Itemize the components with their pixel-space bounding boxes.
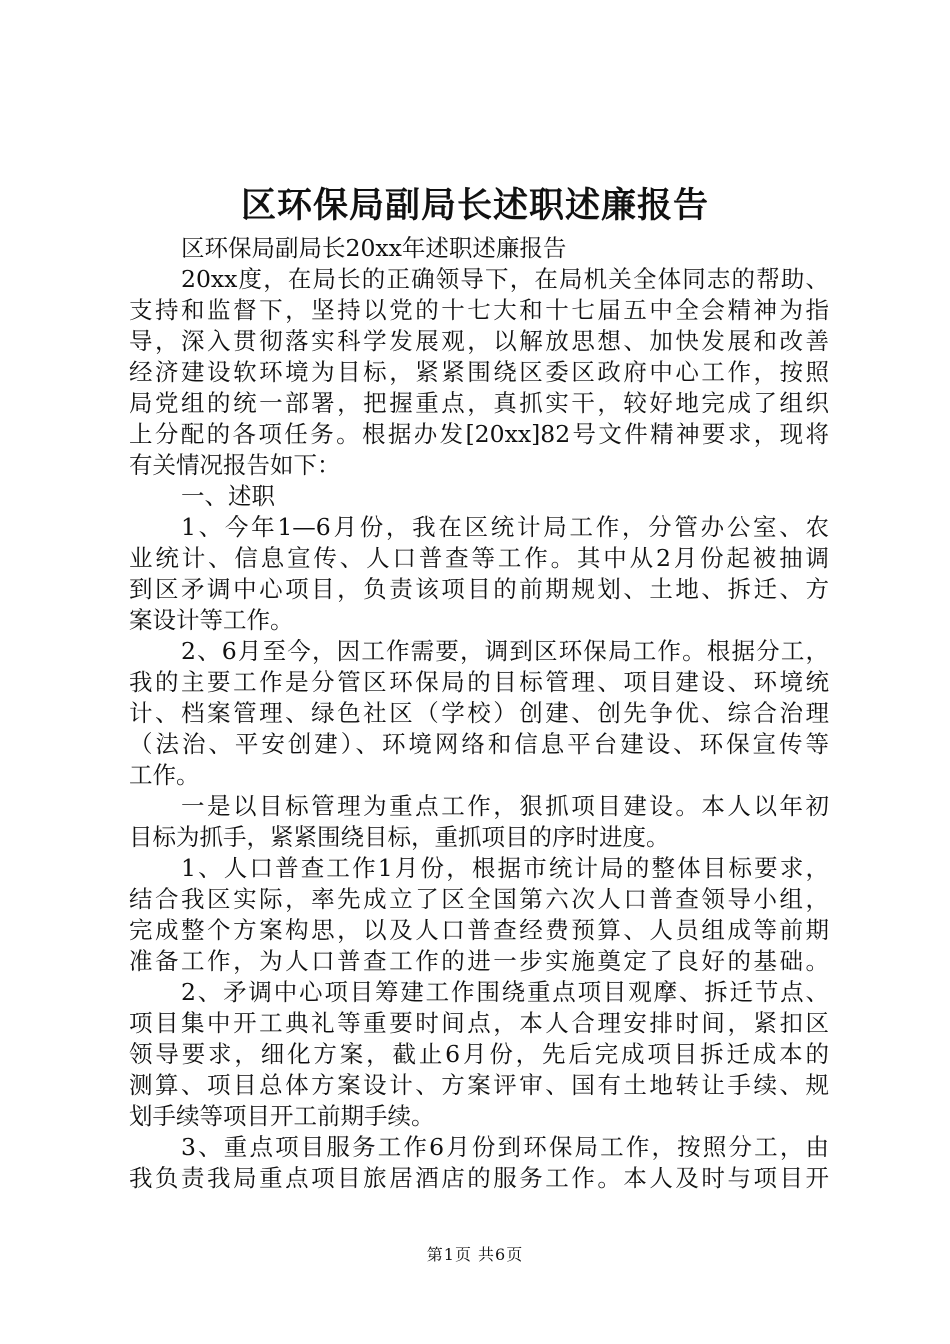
body-text-line: 1、今年1—6月份，我在区统计局工作，分管办公室、农: [181, 513, 829, 541]
body-text-line: 2、矛调中心项目筹建工作围绕重点项目观摩、拆迁节点、: [181, 978, 829, 1006]
body-text-line: 局党组的统一部署，把握重点，真抓实干，较好地完成了组织: [129, 389, 829, 417]
body-text-line: 2、6月至今，因工作需要，调到区环保局工作。根据分工，: [181, 637, 829, 665]
body-text-line: 划手续等项目开工前期手续。: [129, 1102, 435, 1130]
body-text-line: 上分配的各项任务。根据办发[20xx]82号文件精神要求，现将: [129, 420, 829, 448]
body-text-line: 测算、项目总体方案设计、方案评审、国有土地转让手续、规: [129, 1071, 829, 1099]
body-text-line: 业统计、信息宣传、人口普查等工作。其中从2月份起被抽调: [129, 544, 829, 572]
body-text-line: 案设计等工作。: [129, 606, 294, 634]
body-text-line: 一、述职: [181, 482, 275, 510]
body-text-line: 我的主要工作是分管区环保局的目标管理、项目建设、环境统: [129, 668, 829, 696]
body-text-line: 到区矛调中心项目，负责该项目的前期规划、土地、拆迁、方: [129, 575, 829, 603]
body-text-line: 计、档案管理、绿色社区（学校）创建、创先争优、综合治理: [129, 699, 829, 727]
body-text-line: 导，深入贯彻落实科学发展观，以解放思想、加快发展和改善: [129, 327, 829, 355]
body-text-line: 准备工作，为人口普查工作的进一步实施奠定了良好的基础。: [129, 947, 829, 975]
body-text-line: 一是以目标管理为重点工作，狠抓项目建设。本人以年初: [181, 792, 829, 820]
body-text-line: 完成整个方案构思，以及人口普查经费预算、人员组成等前期: [129, 916, 829, 944]
body-text-line: 支持和监督下，坚持以党的十七大和十七届五中全会精神为指: [129, 296, 829, 324]
body-text-line: 有关情况报告如下：: [129, 451, 341, 479]
body-text-line: 1、人口普查工作1月份，根据市统计局的整体目标要求，: [181, 854, 829, 882]
body-text-line: 目标为抓手，紧紧围绕目标，重抓项目的序时进度。: [129, 823, 670, 851]
body-text-line: 3、重点项目服务工作6月份到环保局工作，按照分工，由: [181, 1133, 829, 1161]
document-title: 区环保局副局长述职述廉报告: [240, 185, 709, 226]
body-text-line: （法治、平安创建）、环境网络和信息平台建设、环保宣传等: [129, 730, 829, 758]
body-text-line: 结合我区实际，率先成立了区全国第六次人口普查领导小组，: [129, 885, 829, 913]
body-text-line: 区环保局副局长20xx年述职述廉报告: [181, 234, 567, 262]
body-text-line: 我负责我局重点项目旅居酒店的服务工作。本人及时与项目开: [129, 1164, 829, 1192]
document-body: [129, 233, 829, 1194]
body-text-line: 20xx度，在局长的正确领导下，在局机关全体同志的帮助、: [181, 265, 829, 293]
body-text-line: 项目集中开工典礼等重要时间点，本人合理安排时间，紧扣区: [129, 1009, 829, 1037]
body-text-line: 经济建设软环境为目标，紧紧围绕区委区政府中心工作，按照: [129, 358, 829, 386]
page-footer: 第1页 共6页: [426, 1245, 524, 1264]
body-text-line: 工作。: [129, 761, 200, 789]
body-text-line: 领导要求，细化方案，截止6月份，先后完成项目拆迁成本的: [129, 1040, 829, 1068]
